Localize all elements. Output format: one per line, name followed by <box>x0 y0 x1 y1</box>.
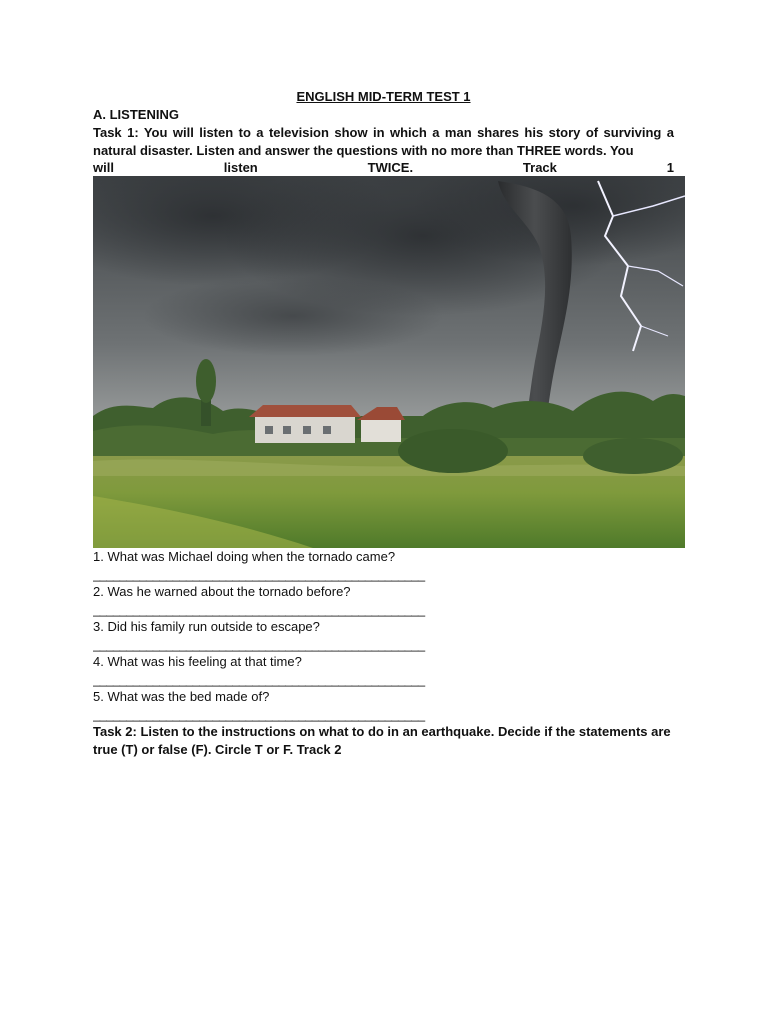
question-4: 4. What was his feeling at that time? <box>93 654 302 669</box>
task1-instructions: Task 1: You will listen to a television show in which a man shares his story of surviving a natural disaster. Listen and answer the questions with no more than THREE words. You <box>93 125 674 158</box>
tornado-photo <box>93 176 685 548</box>
question-1: 1. What was Michael doing when the tornado came? <box>93 549 396 564</box>
answer-line-1[interactable]: __________________________________________________ <box>93 567 425 582</box>
task1-word: will <box>93 160 114 175</box>
question-5: 5. What was the bed made of? <box>93 689 270 704</box>
worksheet-page <box>93 88 674 758</box>
question-2: 2. Was he warned about the tornado before? <box>93 584 351 599</box>
answer-line-3[interactable]: __________________________________________________ <box>93 637 425 652</box>
task1-word: Track <box>522 160 557 175</box>
question-3: 3. Did his family run outside to escape? <box>93 619 320 634</box>
answer-line-5[interactable]: __________________________________________________ <box>93 707 425 722</box>
task1-last-line <box>93 159 674 176</box>
task1-word: 1 <box>666 160 674 175</box>
test-title: ENGLISH MID-TERM TEST 1 <box>296 89 471 104</box>
answer-line-2[interactable]: __________________________________________________ <box>93 602 425 617</box>
answer-line-4[interactable]: __________________________________________________ <box>93 672 425 687</box>
task2-instructions: Task 2: Listen to the instructions on what to do in an earthquake. Decide if the statements are true (T) or false (F). Circle T or F. Track 2 <box>93 724 671 757</box>
question-list <box>93 548 674 723</box>
section-heading: A. LISTENING <box>93 107 179 122</box>
task1-word: listen <box>223 160 258 175</box>
task1-word: TWICE. <box>367 160 414 175</box>
